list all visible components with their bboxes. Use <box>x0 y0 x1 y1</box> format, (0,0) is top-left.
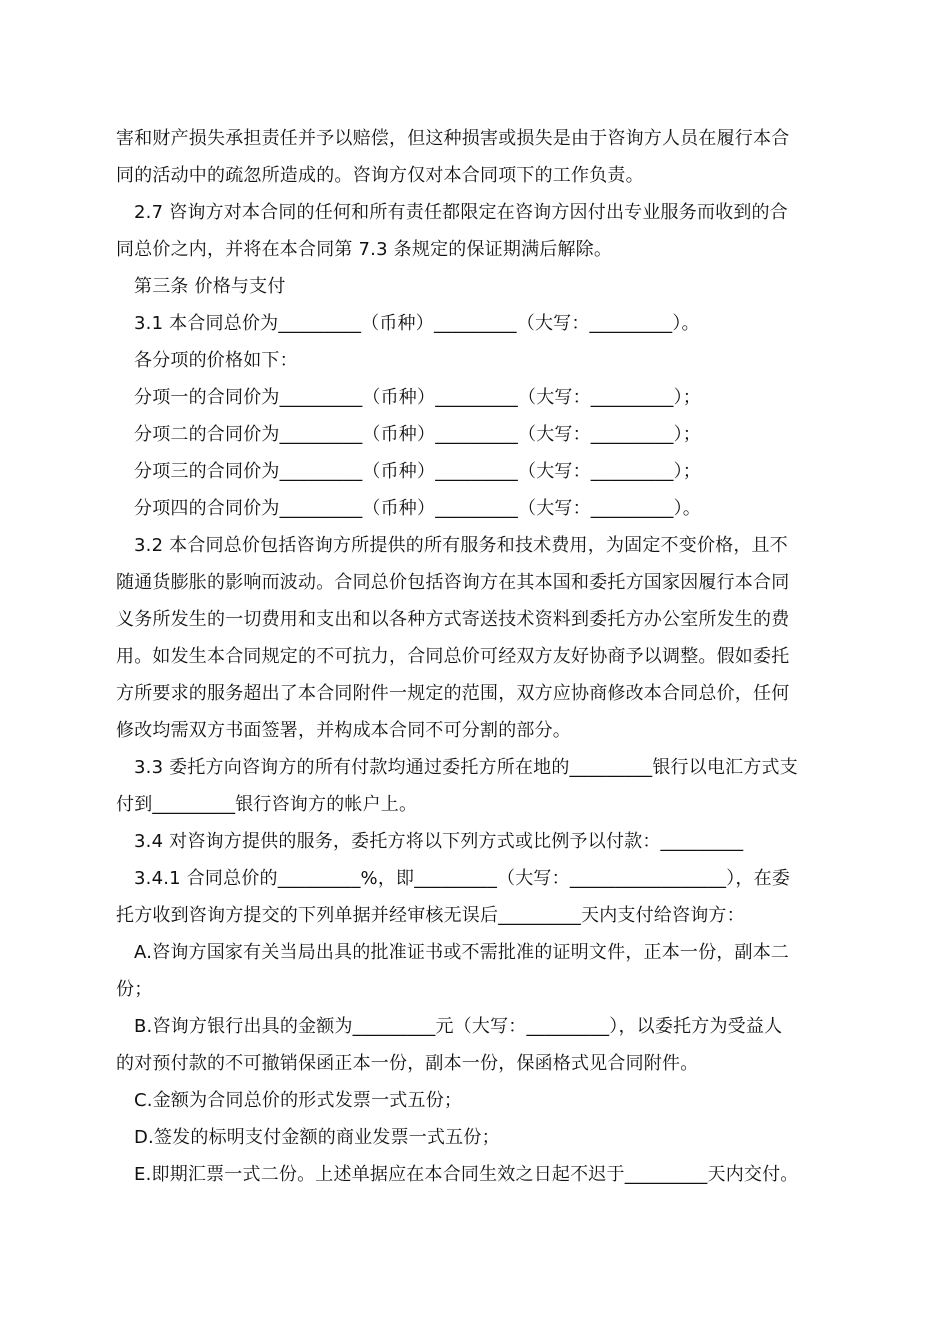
text-line: 义务所发生的一切费用和支出和以各种方式寄送技术资料到委托方办公室所发生的费 <box>116 609 790 630</box>
text-line: 分项四的合同价为_________（币种）_________（大写：_________）。 <box>134 498 701 519</box>
text-line: 各分项的价格如下： <box>134 350 298 371</box>
text-line: 分项一的合同价为_________（币种）_________（大写：_________）； <box>134 387 701 408</box>
text-line: 同的活动中的疏忽所造成的。咨询方仅对本合同项下的工作负责。 <box>116 165 644 186</box>
text-line: 付到_________银行咨询方的帐户上。 <box>116 794 418 815</box>
text-line: 随通货膨胀的影响而波动。合同总价包括咨询方在其本国和委托方国家因履行本合同 <box>116 572 790 593</box>
text-line: 3.3 委托方向咨询方的所有付款均通过委托方所在地的_________银行以电汇方式支 <box>134 757 798 778</box>
text-line: 分项三的合同价为_________（币种）_________（大写：_________）； <box>134 461 701 482</box>
text-line: E.即期汇票一式二份。上述单据应在本合同生效之日起不迟于_________天内交付。 <box>134 1164 799 1185</box>
text-line: A.咨询方国家有关当局出具的批准证书或不需批准的证明文件，正本一份，副本二 <box>134 942 790 963</box>
text-line: 第三条 价格与支付 <box>134 276 286 297</box>
text-line: 方所要求的服务超出了本合同附件一规定的范围，双方应协商修改本合同总价，任何 <box>116 683 790 704</box>
text-line: 2.7 咨询方对本合同的任何和所有责任都限定在咨询方因付出专业服务而收到的合 <box>134 202 788 223</box>
text-line: D.签发的标明支付金额的商业发票一式五份； <box>134 1127 500 1148</box>
text-line: 3.4.1 合同总价的_________%，即_________（大写：_________________），在委 <box>134 868 791 889</box>
text-line: 3.4 对咨询方提供的服务，委托方将以下列方式或比例予以付款：_________ <box>134 831 744 852</box>
text-line: 害和财产损失承担责任并予以赔偿，但这种损害或损失是由于咨询方人员在履行本合 <box>116 128 790 149</box>
text-line: 的对预付款的不可撤销保函正本一份，副本一份，保函格式见合同附件。 <box>116 1053 699 1074</box>
text-line: 用。如发生本合同规定的不可抗力，合同总价可经双方友好协商予以调整。假如委托 <box>116 646 790 667</box>
text-line: 修改均需双方书面签署，并构成本合同不可分割的部分。 <box>116 720 571 741</box>
text-line: B.咨询方银行出具的金额为_________元（大写：_________），以委托方为受益人 <box>134 1016 783 1037</box>
text-line: 3.1 本合同总价为_________（币种）_________（大写：_________）。 <box>134 313 700 334</box>
text-line: 托方收到咨询方提交的下列单据并经审核无误后_________天内支付给咨询方： <box>116 905 745 926</box>
contract-body <box>116 120 836 1193</box>
text-line: 3.2 本合同总价包括咨询方所提供的所有服务和技术费用，为固定不变价格，且不 <box>134 535 788 556</box>
text-line: C.金额为合同总价的形式发票一式五份； <box>134 1090 463 1111</box>
text-line: 分项二的合同价为_________（币种）_________（大写：_________）； <box>134 424 701 445</box>
text-line: 同总价之内，并将在本合同第 7.3 条规定的保证期满后解除。 <box>116 239 613 260</box>
text-line: 份； <box>116 979 153 1000</box>
